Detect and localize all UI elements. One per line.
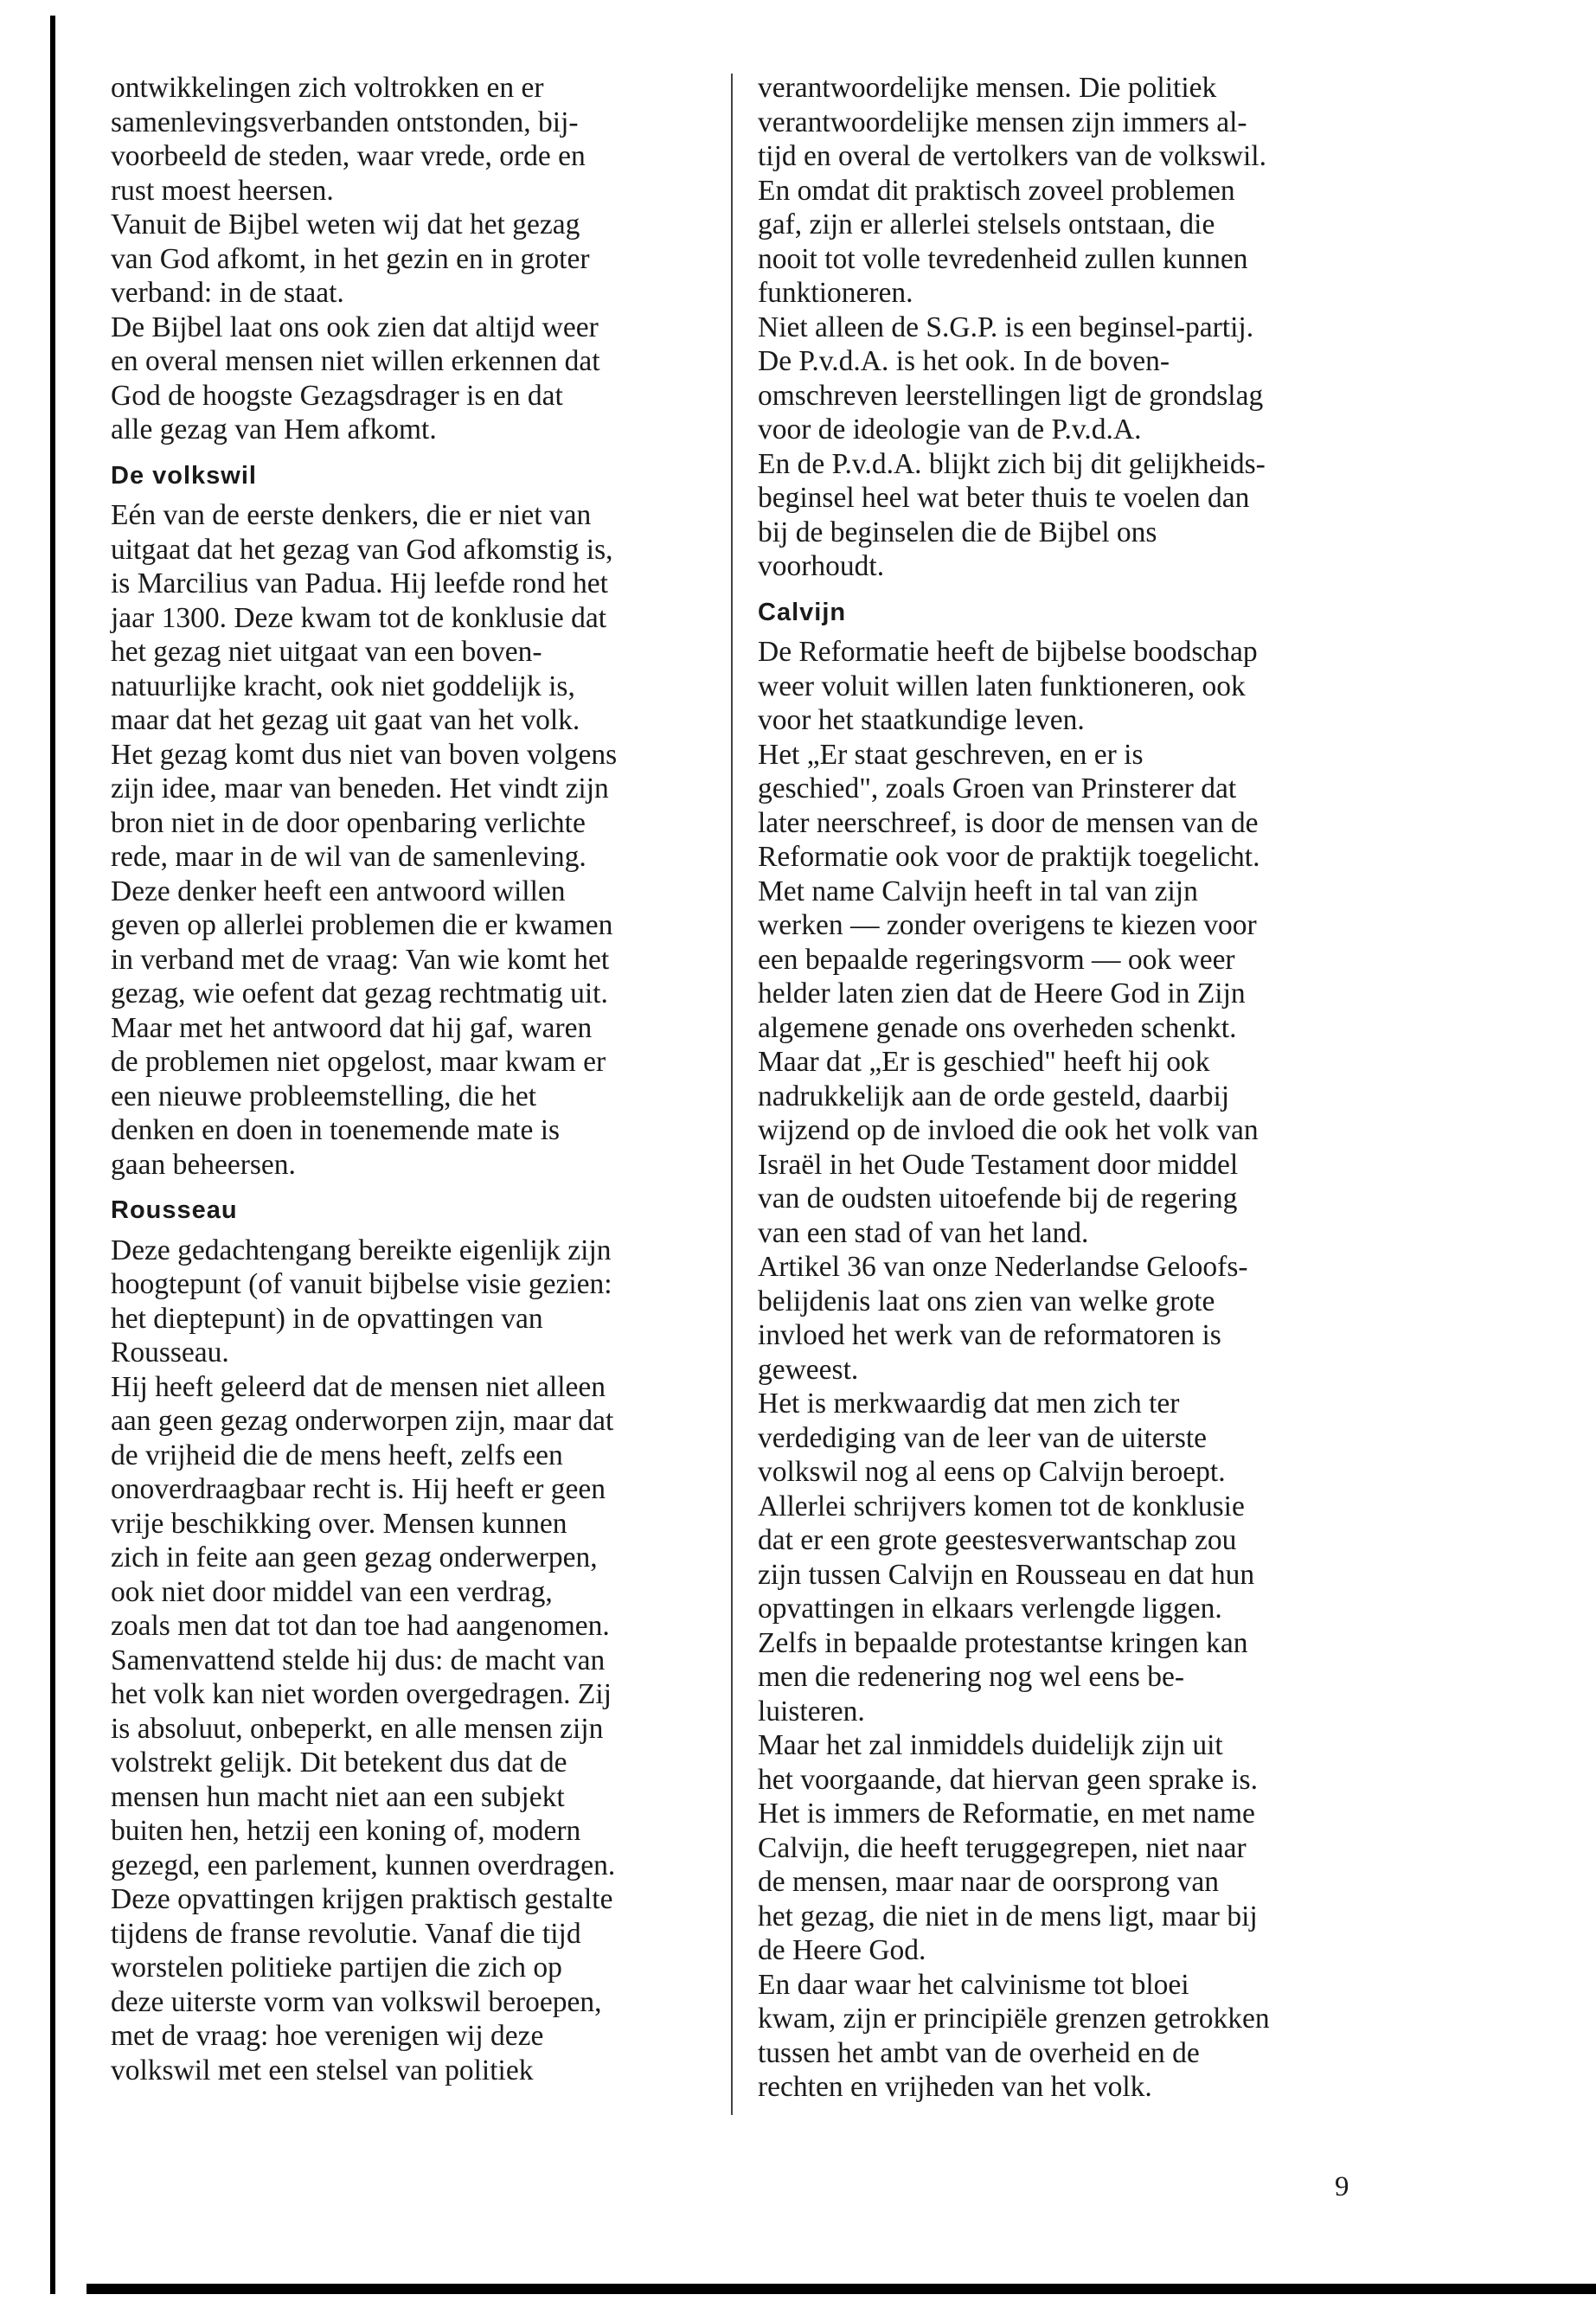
text-line: Het „Er staat geschreven, en er is (758, 738, 1144, 771)
text-line: Maar het zal inmiddels duidelijk zijn uit (758, 1729, 1223, 1761)
text-line: Met name Calvijn heeft in tal van zijn (758, 875, 1198, 907)
text-line: Hij heeft geleerd dat de mensen niet alleen (111, 1370, 606, 1403)
text-line: En de P.v.d.A. blijkt zich bij dit gelijkheids- (758, 447, 1266, 480)
text-line: hoogtepunt (of vanuit bijbelse visie gezien: (111, 1268, 612, 1300)
text-line: En daar waar het calvinisme tot bloei (758, 1968, 1189, 2001)
text-line: omschreven leerstellingen ligt de grondslag (758, 379, 1264, 412)
calvijn-section-text (758, 635, 1363, 2105)
left-intro-paragraph (111, 71, 716, 447)
text-line: een bepaalde regeringsvorm — ook weer (758, 943, 1235, 976)
text-line: later neerschreef, is door de mensen van de (758, 806, 1259, 839)
text-line: jaar 1300. Deze kwam tot de konklusie dat (111, 601, 607, 634)
rousseau-section-text (111, 1234, 716, 2088)
text-line: voor het staatkundige leven. (758, 704, 1085, 736)
text-line: Artikel 36 van onze Nederlandse Geloofs- (758, 1251, 1248, 1283)
text-line: deze uiterste vorm van volkswil beroepen, (111, 1985, 602, 2018)
volkswil-section-text (111, 498, 716, 1182)
text-line: verdediging van de leer van de uiterste (758, 1421, 1208, 1454)
heading-calvijn: Calvijn (758, 598, 847, 626)
text-line: van een stad of van het land. (758, 1216, 1089, 1249)
text-line: mensen hun macht niet aan een subjekt (111, 1780, 565, 1813)
heading-rousseau: Rousseau (111, 1196, 238, 1224)
text-line: Maar dat „Er is geschied" heeft hij ook (758, 1046, 1210, 1078)
text-line: het dieptepunt) in de opvattingen van (111, 1302, 543, 1335)
left-column (111, 71, 716, 2087)
text-line: vrije beschikking over. Mensen kunnen (111, 1507, 567, 1540)
text-line: De Reformatie heeft de bijbelse boodschap (758, 636, 1258, 668)
text-line: is absoluut, onbeperkt, en alle mensen zijn (111, 1712, 604, 1745)
text-line: Vanuit de Bijbel weten wij dat het gezag (111, 208, 580, 240)
text-line: zijn tussen Calvijn en Rousseau en dat hun (758, 1558, 1255, 1591)
text-line: verband: in de staat. (111, 277, 344, 309)
text-line: luisteren. (758, 1695, 865, 1727)
text-line: men die redenering nog wel eens be- (758, 1661, 1184, 1693)
text-line: bij de beginselen die de Bijbel ons (758, 516, 1157, 548)
text-line: de problemen niet opgelost, maar kwam er (111, 1046, 606, 1078)
text-line: helder laten zien dat de Heere God in Zijn (758, 977, 1246, 1009)
page-number: 9 (1335, 2171, 1349, 2202)
text-line: tijd en overal de vertolkers van de volkswil. (758, 140, 1266, 172)
text-line: funktioneren. (758, 277, 913, 309)
text-line: het volk kan niet worden overgedragen. Zij (111, 1678, 612, 1710)
text-line: invloed het werk van de reformatoren is (758, 1319, 1221, 1351)
text-line: ook niet door middel van een verdrag, (111, 1575, 553, 1608)
text-line: algemene genade ons overheden schenkt. (758, 1011, 1237, 1044)
text-line: gaf, zijn er allerlei stelsels ontstaan, die (758, 208, 1215, 240)
text-line: gaan beheersen. (111, 1148, 296, 1181)
text-line: het gezag niet uitgaat van een boven- (111, 636, 542, 668)
text-line: de vrijheid die de mens heeft, zelfs een (111, 1439, 563, 1471)
text-line: voor de ideologie van de P.v.d.A. (758, 413, 1142, 445)
bottom-scan-border (87, 2284, 1596, 2294)
text-line: rede, maar in de wil van de samenleving. (111, 841, 586, 873)
text-line: natuurlijke kracht, ook niet goddelijk is, (111, 670, 575, 702)
text-line: het voorgaande, dat hiervan geen sprake is. (758, 1763, 1258, 1796)
text-line: en overal mensen niet willen erkennen dat (111, 345, 600, 377)
text-line: samenlevingsverbanden ontstonden, bij- (111, 106, 579, 138)
heading-de-volkswil: De volkswil (111, 461, 257, 490)
text-line: belijdenis laat ons zien van welke grote (758, 1285, 1215, 1317)
text-line: En omdat dit praktisch zoveel problemen (758, 174, 1235, 207)
text-line: nadrukkelijk aan de orde gesteld, daarbij (758, 1080, 1230, 1112)
text-line: nooit tot volle tevredenheid zullen kunnen (758, 242, 1248, 275)
text-line: volstrekt gelijk. Dit betekent dus dat de (111, 1747, 567, 1779)
text-line: opvattingen in elkaars verlengde liggen. (758, 1593, 1222, 1625)
text-line: De Bijbel laat ons ook zien dat altijd weer (111, 311, 599, 343)
text-line: Deze denker heeft een antwoord willen (111, 875, 566, 907)
text-line: wijzend op de invloed die ook het volk van (758, 1114, 1259, 1146)
text-line: van God afkomt, in het gezin en in groter (111, 242, 590, 275)
text-line: bron niet in de door openbaring verlichte (111, 806, 586, 839)
text-line: rust moest heersen. (111, 174, 334, 207)
text-line: kwam, zijn er principiële grenzen getrokken (758, 2003, 1270, 2035)
right-column (758, 71, 1363, 2105)
column-divider (731, 74, 733, 2115)
text-line: Niet alleen de S.G.P. is een beginsel-partij. (758, 311, 1254, 343)
text-line: de Heere God. (758, 1934, 926, 1966)
text-line: het gezag, die niet in de mens ligt, maar bij (758, 1900, 1258, 1932)
text-line: onoverdraagbaar recht is. Hij heeft er geen (111, 1473, 606, 1505)
text-line: Calvijn, die heeft teruggegrepen, niet naar (758, 1831, 1247, 1864)
text-line: van de oudsten uitoefende bij de regering (758, 1183, 1238, 1215)
text-line: volkswil met een stelsel van politiek (111, 2054, 534, 2086)
text-line: Deze gedachtengang bereikte eigenlijk zijn (111, 1234, 612, 1266)
right-intro-paragraph (758, 71, 1363, 584)
text-line: Deze opvattingen krijgen praktisch gestalte (111, 1883, 613, 1915)
text-line: verantwoordelijke mensen zijn immers al- (758, 106, 1247, 138)
text-line: Het is immers de Reformatie, en met name (758, 1798, 1255, 1830)
text-line: uitgaat dat het gezag van God afkomstig is, (111, 533, 613, 566)
text-line: buiten hen, hetzij een koning of, modern (111, 1815, 581, 1847)
text-line: alle gezag van Hem afkomt. (111, 413, 437, 445)
text-line: tussen het ambt van de overheid en de (758, 2036, 1200, 2069)
text-line: beginsel heel wat beter thuis te voelen dan (758, 482, 1250, 514)
text-line: werken — zonder overigens te kiezen voor (758, 909, 1257, 941)
text-line: maar dat het gezag uit gaat van het volk. (111, 704, 580, 736)
text-line: zijn idee, maar van beneden. Het vindt zijn (111, 772, 609, 804)
text-line: God de hoogste Gezagsdrager is en dat (111, 379, 563, 412)
text-line: worstelen politieke partijen die zich op (111, 1952, 562, 1984)
text-line: met de vraag: hoe verenigen wij deze (111, 2020, 544, 2052)
text-line: Zelfs in bepaalde protestantse kringen kan (758, 1626, 1248, 1659)
text-line: Israël in het Oude Testament door middel (758, 1148, 1239, 1181)
text-line: Samenvattend stelde hij dus: de macht van (111, 1644, 606, 1676)
text-line: aan geen gezag onderworpen zijn, maar dat (111, 1405, 614, 1437)
text-line: geschied", zoals Groen van Prinsterer dat (758, 772, 1237, 804)
text-line: gezag, wie oefent dat gezag rechtmatig uit. (111, 977, 608, 1009)
text-line: de mensen, maar naar de oorsprong van (758, 1866, 1220, 1898)
left-scan-border (50, 16, 55, 2294)
text-line: voorbeeld de steden, waar vrede, orde en (111, 140, 586, 172)
text-line: tijdens de franse revolutie. Vanaf die tijd (111, 1917, 581, 1950)
text-line: zoals men dat tot dan toe had aangenomen. (111, 1610, 610, 1642)
text-line: is Marcilius van Padua. Hij leefde rond het (111, 567, 608, 599)
text-line: Rousseau. (111, 1336, 229, 1368)
text-line: een nieuwe probleemstelling, die het (111, 1080, 537, 1112)
text-line: Maar met het antwoord dat hij gaf, waren (111, 1011, 593, 1044)
text-line: zich in feite aan geen gezag onderwerpen, (111, 1541, 598, 1574)
text-line: geven op allerlei problemen die er kwamen (111, 909, 613, 941)
text-line: ontwikkelingen zich voltrokken en er (111, 72, 544, 104)
text-line: rechten en vrijheden van het volk. (758, 2071, 1152, 2103)
text-line: volkswil nog al eens op Calvijn beroept. (758, 1456, 1226, 1488)
text-line: dat er een grote geestesverwantschap zou (758, 1524, 1237, 1556)
text-line: geweest. (758, 1353, 859, 1386)
text-line: denken en doen in toenemende mate is (111, 1114, 561, 1146)
text-line: Het is merkwaardig dat men zich ter (758, 1388, 1180, 1420)
text-line: De P.v.d.A. is het ook. In de boven- (758, 345, 1170, 377)
text-line: in verband met de vraag: Van wie komt het (111, 943, 610, 976)
text-line: Reformatie ook voor de praktijk toegelicht. (758, 841, 1260, 873)
text-line: verantwoordelijke mensen. Die politiek (758, 72, 1217, 104)
text-line: gezegd, een parlement, kunnen overdragen. (111, 1849, 616, 1881)
text-line: voorhoudt. (758, 550, 885, 582)
text-line: Eén van de eerste denkers, die er niet van (111, 499, 592, 531)
text-line: weer voluit willen laten funktioneren, ook (758, 670, 1246, 702)
text-line: Het gezag komt dus niet van boven volgens (111, 738, 618, 771)
text-line: Allerlei schrijvers komen tot de konklusie (758, 1490, 1245, 1522)
